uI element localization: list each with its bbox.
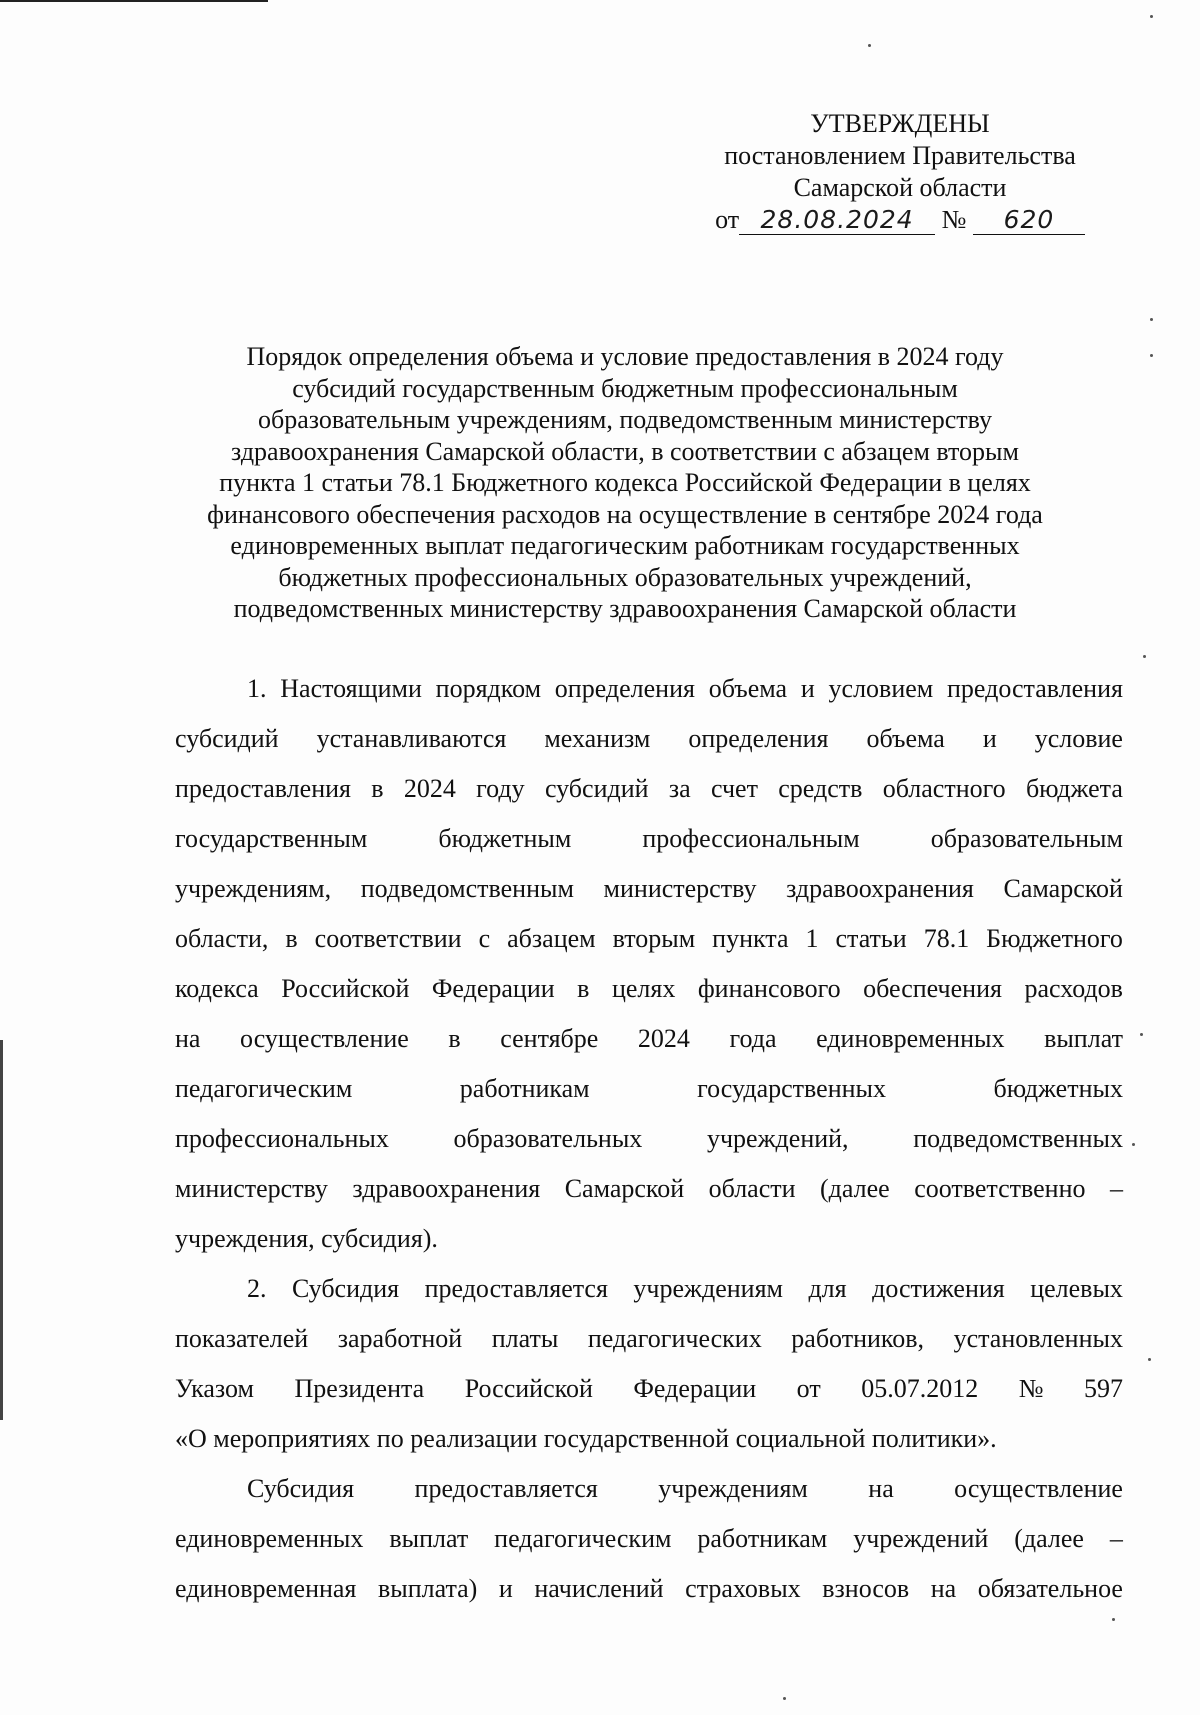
body-word: 2024 [637,1024,690,1053]
body-line: учреждения, субсидия). [175,1224,438,1253]
title-line: субсидий государственным бюджетным профессиональным [292,373,958,403]
from-label: от [715,205,740,234]
body-word: устанавливаются [316,724,507,753]
body-word: предоставляется [424,1274,608,1303]
body-word: государственным [175,824,368,853]
scan-speck [1140,1033,1143,1036]
body-word: бюджетным [438,824,572,853]
body-word: счет [710,774,758,803]
body-word: осуществление [954,1474,1123,1503]
body-word: 2. [247,1274,267,1303]
body-line [175,864,1123,914]
body-word: Федерации [633,1374,757,1403]
body-word: работникам [697,1524,828,1553]
body-word: учреждений, [706,1124,849,1153]
body-word: – [1109,1524,1123,1553]
body-word: на [175,1024,201,1053]
body-word: профессиональных [175,1124,389,1153]
body-word: (далее [820,1174,890,1203]
scan-speck [1148,1358,1151,1361]
body-word: предоставляется [414,1474,598,1503]
body-word: в [371,774,384,803]
body-word: учреждений [853,1524,989,1553]
title-line: образовательным учреждениям, подведомственным министерству [258,405,992,434]
body-word: Бюджетного [986,924,1123,953]
body-word: здравоохранения [786,874,974,903]
body-word: образовательных [453,1124,643,1153]
body-line [175,1014,1123,1064]
scan-speck [1143,655,1146,658]
body-word: – [1109,1174,1123,1203]
body-word: работников, [791,1324,924,1353]
body-word: платы [491,1324,559,1353]
title-line: бюджетных профессиональных образовательных учреждений, [278,562,972,592]
body-word: Субсидия [247,1474,355,1503]
document-title [175,341,1075,625]
body-word: Российской [464,1374,593,1403]
body-word: обязательное [977,1574,1123,1603]
body-word: 597 [1084,1374,1123,1403]
decree-number-field [973,206,1085,235]
body-word: объема [708,674,788,703]
body-word: работникам [459,1074,590,1103]
body-word: в [577,974,590,1003]
body-word: выплат [1044,1024,1123,1053]
body-word: областного [882,774,1006,803]
body-line [175,1164,1123,1214]
body-word: взносов [822,1574,910,1603]
body-word: педагогических [587,1324,762,1353]
body-line [175,1564,1123,1614]
body-word: определения [554,674,695,703]
body-word: единовременная [175,1574,357,1603]
body-word: 78.1 [923,924,970,953]
title-line: пункта 1 статьи 78.1 Бюджетного кодекса Российской Федерации в целях [219,468,1031,497]
body-word: № [1018,1374,1044,1403]
body-word: министерству [603,874,757,903]
body-word: объема [866,724,945,753]
scan-edge-shadow [0,1040,3,1420]
body-word: области, [175,924,269,953]
body-word: года [729,1024,777,1053]
body-word: 2024 [403,774,456,803]
body-word: Российской [281,974,410,1003]
body-word: учреждениям [633,1274,783,1303]
body-word: заработной [337,1324,463,1353]
body-word: учреждениям, [175,874,332,903]
body-word: показателей [175,1324,309,1353]
body-word: механизм [544,724,651,753]
number-label: № [941,205,967,234]
body-word: условие [1034,724,1123,753]
body-line [175,764,1123,814]
body-word: подведомственным [360,874,574,903]
scan-speck [783,1697,786,1700]
body-word: для [808,1274,847,1303]
body-word: сентябре [500,1024,599,1053]
body-word: условием [828,674,934,703]
body-line [175,964,1123,1014]
body-word: осуществление [240,1024,409,1053]
scan-speck [1132,1143,1135,1146]
body-line [175,664,1123,714]
body-word: и [982,724,997,753]
body-word: Субсидия [291,1274,400,1303]
body-word: страховых [685,1574,801,1603]
approval-heading: УТВЕРЖДЕНЫ [810,109,990,138]
body-word: определения [688,724,829,753]
body-word: на [930,1574,957,1603]
title-line: финансового обеспечения расходов на осуществление в сентябре 2024 года [207,499,1043,529]
title-line: подведомственных министерству здравоохранения Самарской области [233,594,1017,623]
body-line [175,1514,1123,1564]
decree-date-field [739,206,935,235]
body-word: единовременных [175,1524,364,1553]
body-word: учреждениям [658,1474,808,1503]
body-word: выплат [389,1524,469,1553]
body-line [175,814,1123,864]
approval-block [690,108,1110,236]
body-word: министерству [175,1174,328,1203]
body-word: целях [611,974,676,1003]
body-word: бюджетных [993,1074,1123,1103]
body-word: кодекса [175,974,259,1003]
body-word: году [476,774,525,803]
scan-speck [1150,354,1153,357]
body-word: соответственно [914,1174,1086,1203]
body-word: целевых [1030,1274,1123,1303]
scan-speck [1150,15,1153,18]
body-word: в [285,924,298,953]
body-word: Настоящими [280,674,422,703]
title-line: здравоохранения Самарской области, в соответствии с абзацем вторым [231,436,1019,466]
body-word: педагогическим [175,1074,353,1103]
body-word: образовательным [930,824,1123,853]
body-word: единовременных [816,1024,1005,1053]
body-word: средств [778,774,863,803]
body-word: Самарской [1003,874,1123,903]
body-word: Федерации [431,974,555,1003]
body-word: от [796,1374,821,1403]
body-word: области [708,1174,796,1203]
body-word: (далее [1014,1524,1084,1553]
body-word: пункта [712,924,789,953]
body-word: Указом [175,1374,254,1403]
title-line: единовременных выплат педагогическим работникам государственных [230,531,1020,560]
body-word: с [478,924,491,953]
body-line [175,1064,1123,1114]
body-word: за [668,774,691,803]
body-word: субсидий [175,724,279,753]
body-line [175,1264,1123,1314]
body-word: предоставления [946,674,1123,703]
body-word: соответствии [314,924,462,953]
body-word: достижения [872,1274,1005,1303]
body-word: статьи [835,924,907,953]
decree-reference [690,204,1110,236]
body-word: бюджета [1025,774,1123,803]
body-word: профессиональным [642,824,860,853]
body-line [175,1314,1123,1364]
body-word: выплата) [377,1574,478,1603]
body-word: Президента [294,1374,425,1403]
body-word: подведомственных [913,1124,1123,1153]
scan-speck [1150,318,1153,321]
body-word: государственных [697,1074,886,1103]
body-word: субсидий [544,774,649,803]
body-line: «О мероприятиях по реализации государственной социальной политики». [175,1424,997,1453]
decree-date: 28.08.2024 [760,205,914,234]
body-line [175,914,1123,964]
body-word: 1 [805,924,819,953]
scan-speck [868,44,871,47]
body-line [175,714,1123,764]
body-word: и [800,674,815,703]
body-word: абзацем [507,924,596,953]
approval-region: Самарской области [793,173,1007,202]
scan-edge-line [0,0,268,2]
body-word: начислений [534,1574,664,1603]
body-word: расходов [1024,974,1123,1003]
body-word: на [868,1474,894,1503]
body-line [175,1364,1123,1414]
approval-resolution: постановлением Правительства [724,141,1076,170]
body-word: 1. [247,674,267,703]
body-word: вторым [612,924,696,953]
body-word: обеспечения [863,974,1002,1003]
scan-speck [1112,1618,1115,1621]
document-body [175,664,1123,1614]
body-word: в [448,1024,461,1053]
title-line: Порядок определения объема и условие предоставления в 2024 году [246,342,1004,371]
body-word: порядком [435,674,542,703]
body-word: педагогическим [494,1524,672,1553]
body-word: Самарской [564,1174,685,1203]
body-line [175,1114,1123,1164]
body-word: 05.07.2012 [861,1374,979,1403]
body-word: предоставления [175,774,351,803]
body-word: финансового [697,974,841,1003]
body-word: здравоохранения [352,1174,541,1203]
body-word: установленных [953,1324,1123,1353]
decree-number: 620 [1003,205,1055,234]
body-line [175,1464,1123,1514]
body-word: и [498,1574,513,1603]
